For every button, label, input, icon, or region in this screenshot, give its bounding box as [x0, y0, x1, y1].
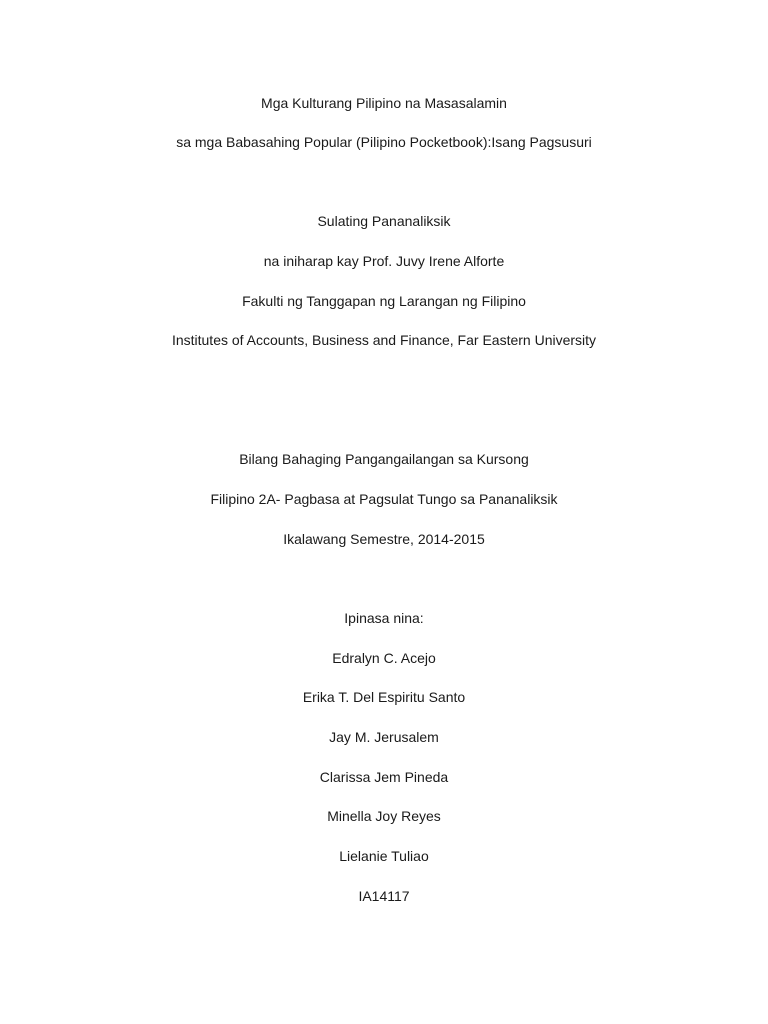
semester: Ikalawang Semestre, 2014-2015 — [283, 531, 485, 547]
title-line-2: sa mga Babasahing Popular (Pilipino Pocketbook):Isang Pagsusuri — [176, 134, 592, 150]
author-name: Lielanie Tuliao — [339, 848, 429, 864]
faculty: Fakulti ng Tanggapan ng Larangan ng Filipino — [242, 293, 526, 309]
author-name: Jay M. Jerusalem — [329, 729, 439, 745]
title-line-1: Mga Kulturang Pilipino na Masasalamin — [261, 95, 507, 111]
requirement-line: Bilang Bahaging Pangangailangan sa Kursong — [239, 451, 529, 467]
paper-type: Sulating Pananaliksik — [317, 213, 451, 229]
authors-heading: Ipinasa nina: — [344, 610, 424, 626]
author-name: Erika T. Del Espiritu Santo — [302, 689, 466, 705]
author-name: Edralyn C. Acejo — [332, 650, 436, 666]
presented-to: na iniharap kay Prof. Juvy Irene Alforte — [263, 253, 505, 269]
course: Filipino 2A- Pagbasa at Pagsulat Tungo sa Pananaliksik — [210, 491, 558, 507]
author-name: Minella Joy Reyes — [327, 808, 441, 824]
institute: Institutes of Accounts, Business and Finance, Far Eastern University — [171, 332, 597, 348]
section-code: IA14117 — [358, 888, 410, 904]
author-name: Clarissa Jem Pineda — [319, 769, 449, 785]
